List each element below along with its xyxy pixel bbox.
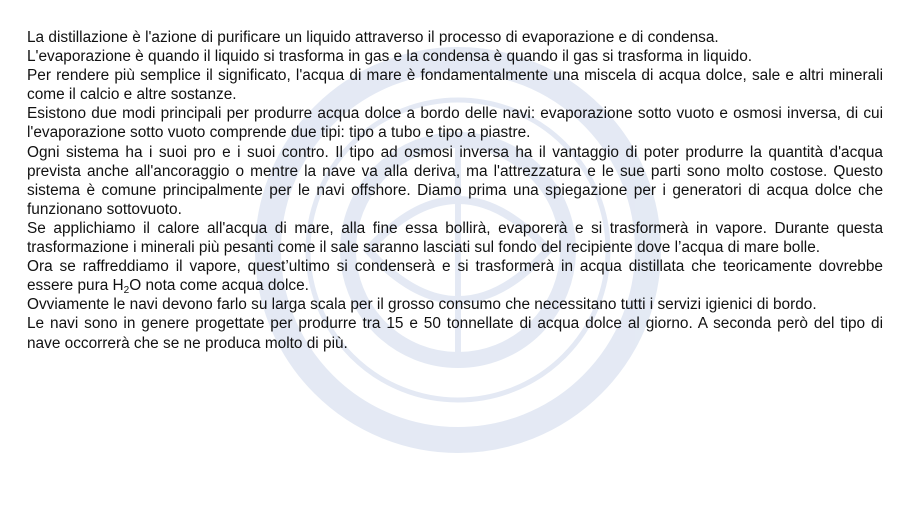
paragraph-text: O nota come acqua dolce.	[129, 277, 309, 295]
paragraph: Ogni sistema ha i suoi pro e i suoi contro. Il tipo ad osmosi inversa ha il vantaggio di poter produrre la quantità d'acqua prevista anche all'ancoraggio o mentre la nave va alla deriva, ma l'attrezzatura e le sue parti sono molto costose. Questo sistema è comune principalmente per le navi offshore. Diamo prima una spiegazione per i generatori di acqua dolce che funzionano sottovuoto.	[27, 143, 883, 218]
paragraph: La distillazione è l'azione di purificare un liquido attraverso il processo di evaporazione e di condensa.	[27, 29, 719, 46]
paragraph: Per rendere più semplice il significato, l'acqua di mare è fondamentalmente una miscela di acqua dolce, sale e altri minerali come il calcio e altre sostanze.	[27, 67, 883, 104]
subscript-2: 2	[123, 285, 130, 297]
document-body	[27, 28, 883, 353]
paragraph-h2o	[27, 257, 883, 295]
paragraph: Le navi sono in genere progettate per produrre tra 15 e 50 tonnellate di acqua dolce al giorno. A seconda però del tipo di nave occorrerà che se ne produca molto di più.	[27, 315, 883, 352]
paragraph-text: Ora se raffreddiamo il vapore, quest’ultimo si condenserà e si trasformerà in acqua distillata che teoricamente dovrebbe essere pura H	[27, 258, 883, 295]
paragraph: Esistono due modi principali per produrre acqua dolce a bordo delle navi: evaporazione sotto vuoto e osmosi inversa, di cui l'evaporazione sotto vuoto comprende due tipi: tipo a tubo e tipo a piastre.	[27, 105, 883, 142]
paragraph: Se applichiamo il calore all'acqua di mare, alla fine essa bollirà, evaporerà e si trasformerà in vapore. Durante questa trasformazione i minerali più pesanti come il sale saranno lasciati sul fondo del recipiente dove l’acqua di mare bolle.	[27, 219, 883, 257]
paragraph: L'evaporazione è quando il liquido si trasforma in gas e la condensa è quando il gas si trasforma in liquido.	[27, 48, 753, 66]
paragraph: Ovviamente le navi devono farlo su larga scala per il grosso consumo che necessitano tutti i servizi igienici di bordo.	[27, 296, 817, 314]
